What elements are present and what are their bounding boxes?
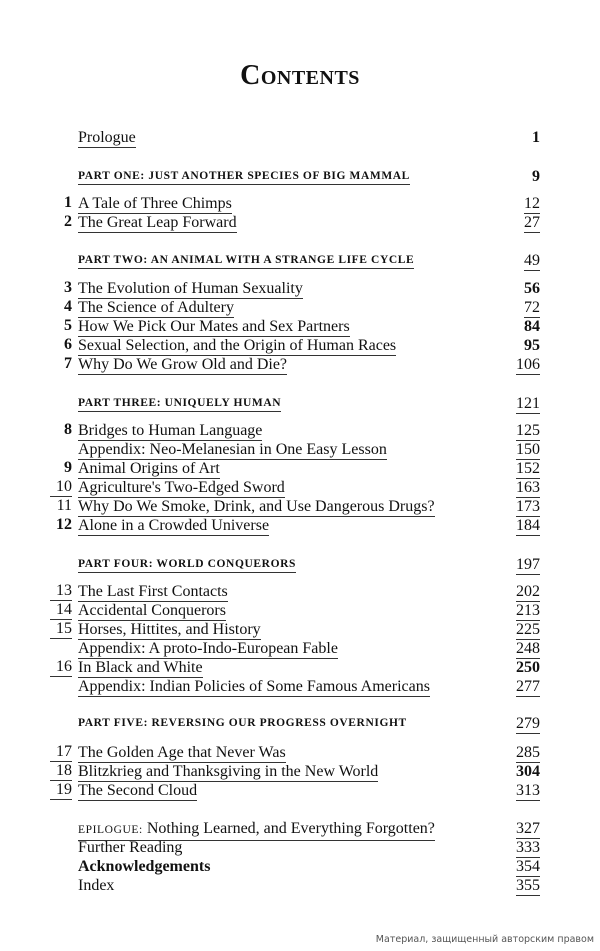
entry-page: 327 (516, 820, 540, 837)
chapter-number: 1 (64, 194, 72, 211)
entry-title: How We Pick Our Mates and Sex Partners (78, 318, 350, 335)
entry-title: Bridges to Human Language (78, 422, 263, 439)
entry-page: 27 (524, 214, 540, 231)
entry-page: 163 (516, 479, 540, 496)
chapter-number: 5 (64, 317, 72, 334)
entry-title: Prologue (78, 129, 136, 146)
part-title: PART FOUR: WORLD CONQUERORS (78, 557, 296, 573)
chapter-number: 15 (50, 620, 72, 639)
part-title: PART ONE: JUST ANOTHER SPECIES OF BIG MAMMAL (78, 169, 410, 185)
entry-page: 56 (524, 280, 540, 297)
toc-entry-chapter[interactable] (50, 213, 540, 235)
chapter-number: 9 (64, 459, 72, 476)
part-heading-5[interactable] (50, 714, 540, 736)
entry-page: 1 (532, 129, 540, 146)
part-page: 9 (532, 168, 540, 185)
entry-title: Animal Origins of Art (78, 460, 220, 477)
entry-title: The Golden Age that Never Was (78, 744, 286, 761)
entry-title: Blitzkrieg and Thanksgiving in the New World (78, 763, 379, 780)
entry-page: 250 (516, 659, 540, 676)
entry-page: 173 (516, 498, 540, 515)
chapter-number: 13 (50, 582, 72, 601)
entry-title: Why Do We Smoke, Drink, and Use Dangerous Drugs? (78, 498, 435, 515)
part-heading-4[interactable] (50, 555, 540, 577)
entry-title: The Second Cloud (78, 782, 198, 799)
part-title: PART FIVE: REVERSING OUR PROGRESS OVERNIGHT (78, 717, 407, 729)
entry-title: The Science of Adultery (78, 299, 234, 316)
entry-page: 184 (516, 517, 540, 534)
toc-entry-appendix[interactable] (50, 677, 540, 699)
entry-page: 313 (516, 782, 540, 799)
chapter-number: 7 (64, 355, 72, 372)
chapter-number: 6 (64, 336, 72, 353)
entry-page: 213 (516, 602, 540, 619)
entry-page: 152 (516, 460, 540, 477)
entry-page: 12 (524, 195, 540, 212)
copyright-watermark: Материал, защищенный авторским правом (375, 934, 594, 945)
entry-title: Further Reading (78, 839, 183, 856)
chapter-number: 2 (64, 213, 72, 230)
entry-page: 95 (524, 337, 540, 354)
entry-title: Appendix: Neo-Melanesian in One Easy Lesson (78, 441, 387, 458)
part-heading-2[interactable] (50, 251, 540, 273)
chapter-number: 14 (50, 601, 72, 620)
toc-entry-index[interactable] (50, 876, 540, 898)
part-page: 279 (516, 715, 540, 732)
entry-title: Accidental Conquerors (78, 602, 226, 619)
entry-title: In Black and White (78, 659, 203, 676)
chapter-number: 4 (64, 298, 72, 315)
toc-entry-chapter[interactable] (50, 781, 540, 803)
part-title: PART THREE: UNIQUELY HUMAN (78, 396, 281, 412)
part-title: PART TWO: AN ANIMAL WITH A STRANGE LIFE CYCLE (78, 253, 414, 269)
entry-title: Appendix: Indian Policies of Some Famous Americans (78, 678, 430, 695)
toc-entry-chapter[interactable] (50, 355, 540, 377)
entry-title: Agriculture's Two-Edged Sword (78, 479, 285, 496)
entry-title: The Last First Contacts (78, 583, 228, 600)
toc-entry-prologue[interactable] (50, 128, 540, 150)
toc-entry-chapter[interactable] (50, 516, 540, 538)
entry-title: The Great Leap Forward (78, 214, 237, 231)
part-page: 197 (516, 556, 540, 573)
entry-title: A Tale of Three Chimps (78, 195, 232, 212)
epilogue-title: Nothing Learned, and Everything Forgotten? (146, 820, 435, 837)
entry-page: 72 (524, 299, 540, 316)
part-page: 121 (516, 395, 540, 412)
entry-page: 285 (516, 744, 540, 761)
entry-page: 355 (516, 877, 540, 894)
epilogue-label: EPILOGUE: (78, 824, 143, 836)
chapter-number: 12 (56, 516, 72, 533)
chapter-number: 16 (50, 658, 72, 677)
chapter-number: 8 (64, 421, 72, 438)
entry-page: 84 (524, 318, 540, 335)
entry-title: The Evolution of Human Sexuality (78, 280, 303, 297)
entry-page: 304 (516, 763, 540, 780)
entry-title: Alone in a Crowded Universe (78, 517, 270, 534)
entry-title: Why Do We Grow Old and Die? (78, 356, 288, 373)
page-title: Contents (240, 60, 360, 91)
part-heading-3[interactable] (50, 394, 540, 416)
entry-page: 125 (516, 422, 540, 439)
chapter-number: 11 (56, 497, 72, 514)
chapter-number: 19 (50, 781, 72, 800)
entry-page: 202 (516, 583, 540, 600)
entry-page: 354 (516, 858, 540, 875)
entry-title: Index (78, 877, 115, 894)
chapter-number: 3 (64, 279, 72, 296)
entry-title: Horses, Hittites, and History (78, 621, 261, 638)
entry-page: 333 (516, 839, 540, 856)
chapter-number: 18 (50, 762, 72, 781)
entry-title: Sexual Selection, and the Origin of Human Races (78, 337, 397, 354)
chapter-number: 10 (50, 478, 72, 497)
entry-page: 225 (516, 621, 540, 638)
entry-page: 150 (516, 441, 540, 458)
part-heading-1[interactable] (50, 167, 540, 189)
entry-title: Acknowledgements (78, 858, 211, 875)
entry-page: 248 (516, 640, 540, 657)
chapter-number: 17 (50, 743, 72, 762)
entry-page: 277 (516, 678, 540, 695)
part-page: 49 (524, 252, 540, 269)
entry-title: Appendix: A proto-Indo-European Fable (78, 640, 338, 657)
entry-page: 106 (516, 356, 540, 373)
